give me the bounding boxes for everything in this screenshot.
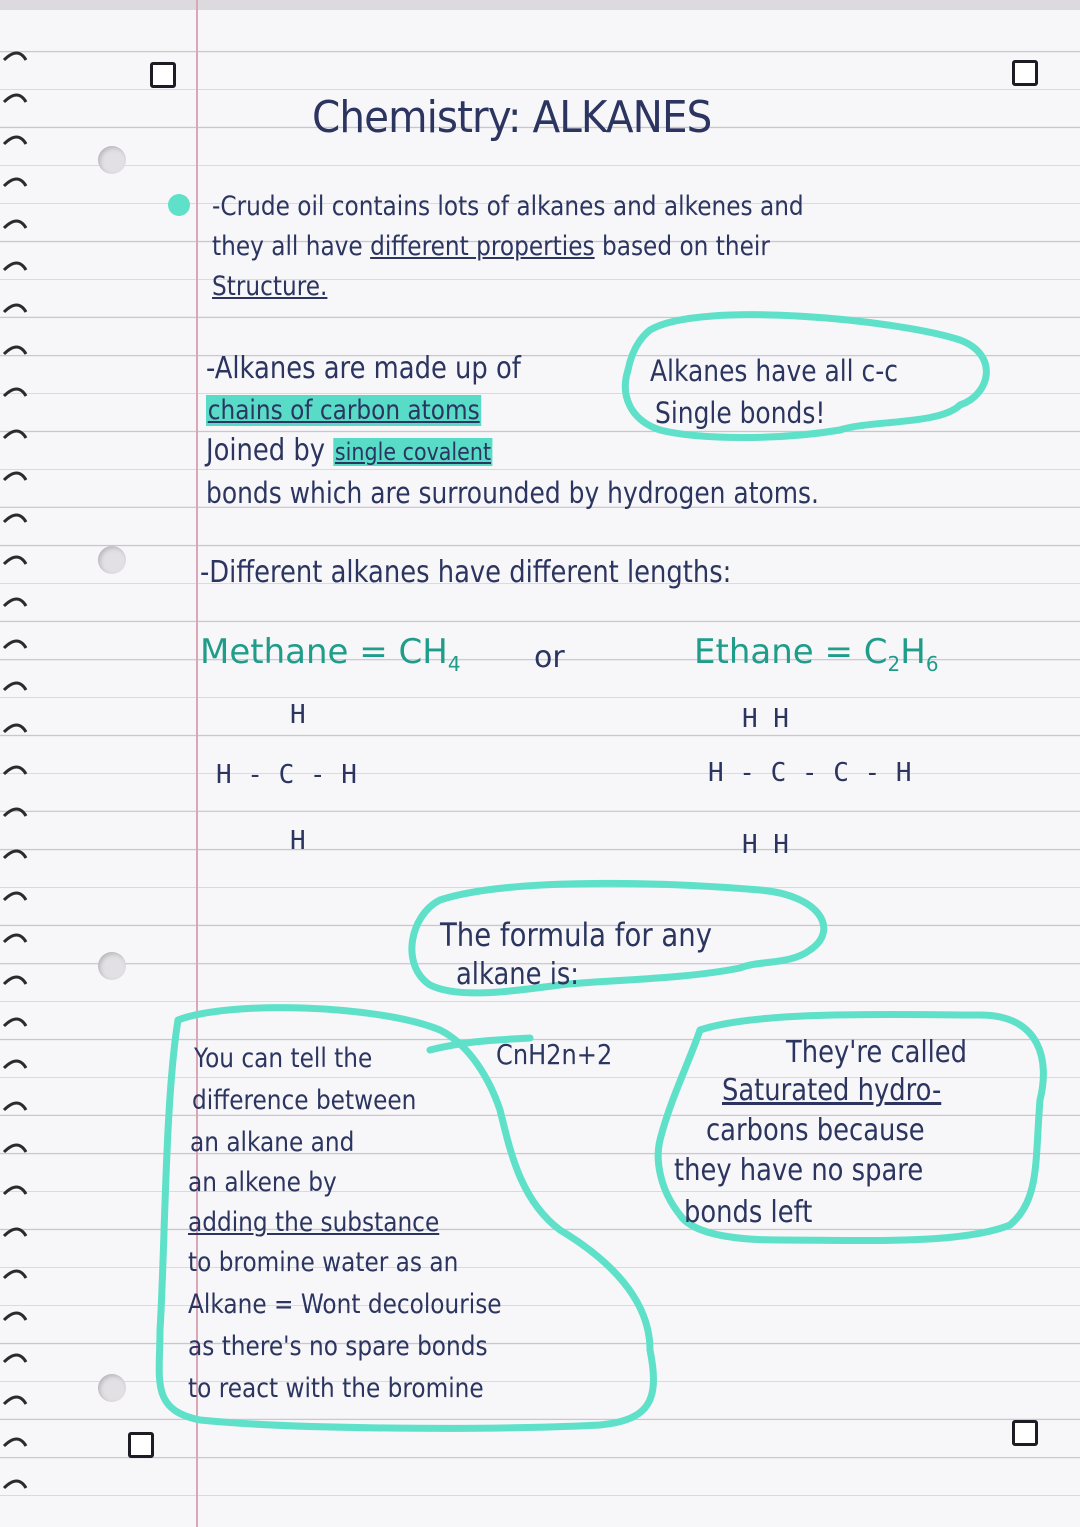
methane-subscript: 4 xyxy=(447,651,461,676)
bromine-line-3: an alkane and xyxy=(190,1127,355,1158)
methane-label-text: Methane = CH xyxy=(200,632,448,672)
ethane-struct-bottom: H H xyxy=(742,830,789,860)
bullet-dot-icon xyxy=(168,194,190,216)
methane-struct-bottom: H xyxy=(290,826,306,856)
bromine-line-1: You can tell the xyxy=(194,1043,373,1074)
ethane-struct-top: H H xyxy=(742,704,789,734)
intro-line-2 xyxy=(212,228,770,266)
ethane-struct-mid: H - C - C - H xyxy=(708,758,912,788)
formula-bubble-line-1: The formula for any xyxy=(440,916,712,954)
bubble-bonds-line-2: Single bonds! xyxy=(655,396,826,430)
lengths-line: -Different alkanes have different lengths: xyxy=(200,555,732,590)
saturated-line-1: They're called xyxy=(786,1035,968,1070)
intro-line-2-underlined: different properties xyxy=(370,231,595,262)
single-covalent-highlight: single covalent xyxy=(334,438,492,466)
bromine-line-9: to react with the bromine xyxy=(188,1373,484,1404)
saturated-line-5: bonds left xyxy=(684,1195,813,1230)
intro-line-3: Structure. xyxy=(212,271,328,302)
bromine-line-4: an alkene by xyxy=(188,1167,337,1198)
bubble-bonds-line-1: Alkanes have all c-c xyxy=(650,354,898,388)
saturated-line-3: carbons because xyxy=(706,1113,925,1148)
ethane-subscript-2: 6 xyxy=(925,651,939,676)
page-title: Chemistry: ALKANES xyxy=(312,92,712,143)
ethane-label xyxy=(694,632,939,676)
bromine-line-7: Alkane = Wont decolourise xyxy=(188,1289,502,1320)
ethane-subscript-1: 2 xyxy=(887,651,901,676)
ethane-label-h: H xyxy=(900,632,926,672)
bromine-line-6: to bromine water as an xyxy=(188,1247,459,1278)
methane-struct-top: H xyxy=(290,700,306,730)
or-text: or xyxy=(534,640,565,675)
bromine-line-2: difference between xyxy=(192,1085,417,1116)
bromine-line-5: adding the substance xyxy=(188,1207,440,1238)
methane-struct-mid: H - C - H xyxy=(216,760,357,790)
joined-by-text: Joined by xyxy=(206,433,334,468)
ethane-label-text: Ethane = C xyxy=(694,632,888,672)
intro-line-2b: based on their xyxy=(594,231,770,262)
saturated-line-2: Saturated hydro- xyxy=(722,1073,942,1108)
alkanes-def-line-4: bonds which are surrounded by hydrogen atoms. xyxy=(206,476,819,510)
alkanes-def-line-3 xyxy=(206,432,493,471)
intro-line-1: -Crude oil contains lots of alkanes and alkenes and xyxy=(212,191,804,222)
alkanes-def-line-1: -Alkanes are made up of xyxy=(206,351,521,386)
alkanes-def-line-2 xyxy=(206,392,481,430)
intro-line-2a: they all have xyxy=(212,231,371,262)
bromine-line-8: as there's no spare bonds xyxy=(188,1331,488,1362)
methane-label xyxy=(200,632,461,676)
saturated-line-4: they have no spare xyxy=(674,1153,924,1188)
chains-highlight: chains of carbon atoms xyxy=(207,395,480,426)
general-formula: CnH2n+2 xyxy=(496,1038,613,1071)
formula-bubble-line-2: alkane is: xyxy=(456,957,580,992)
